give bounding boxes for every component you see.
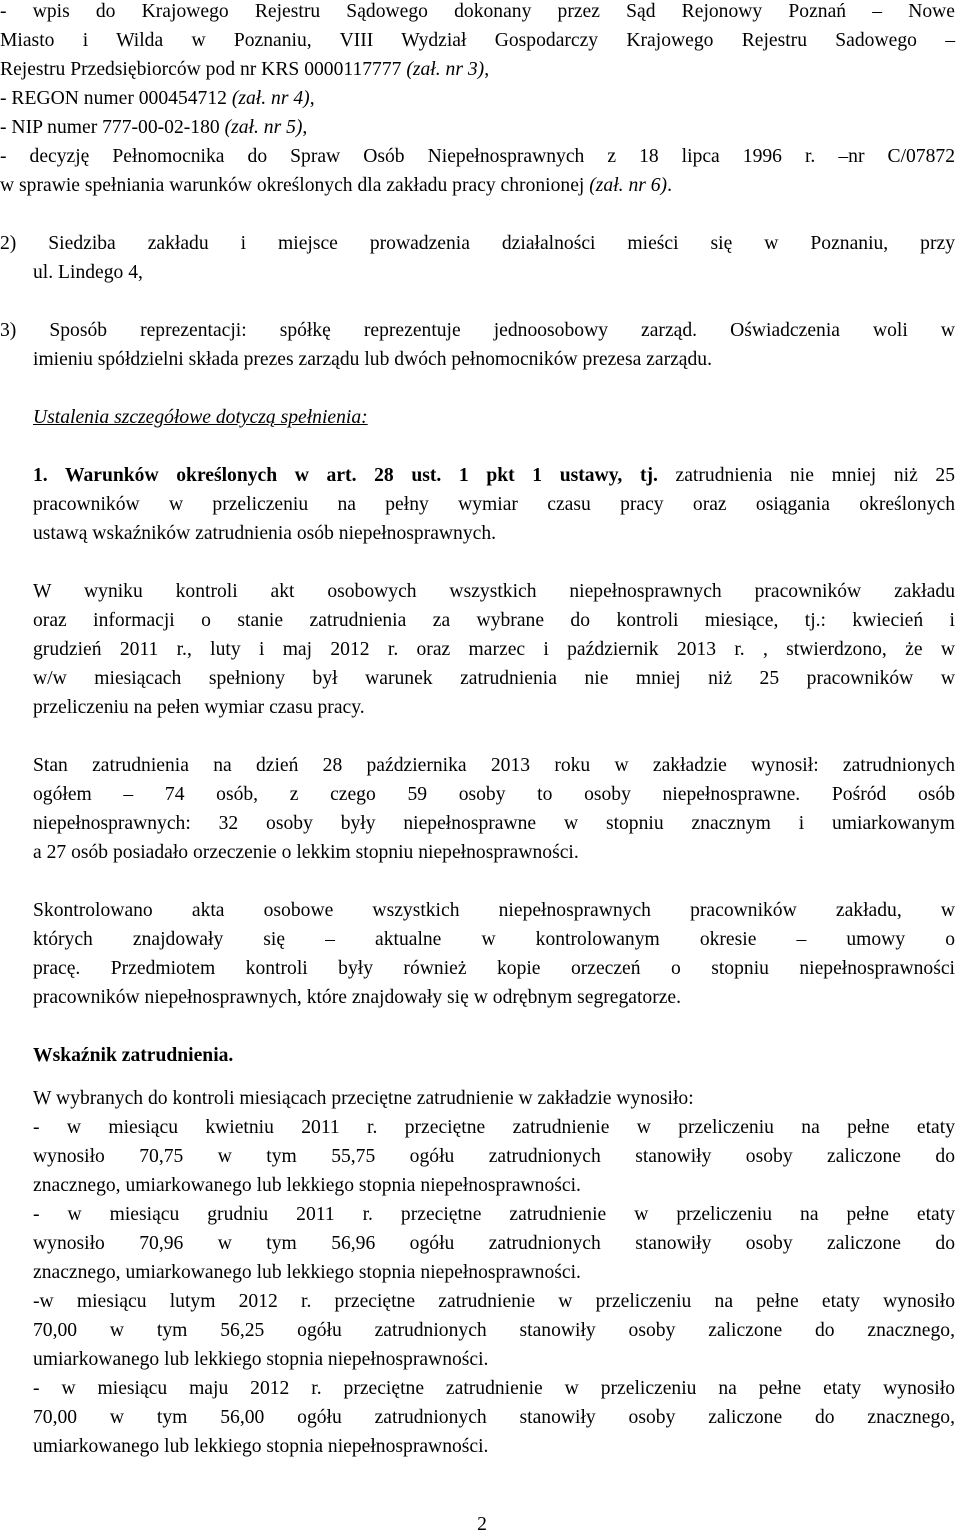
- text-line: Rejestru Przedsiębiorców pod nr KRS 0000117777 (zał. nr 3),: [0, 59, 490, 80]
- text-line: pracowników niepełnosprawnych, które znajdowały się w odrębnym segregatorze.: [33, 987, 682, 1008]
- numbered-paragraph-2: 2) Siedziba zakładu i miejsce prowadzenia działalności mieści się w Poznaniu, przy: [0, 233, 955, 254]
- text-line: Skontrolowano akta osobowe wszystkich niepełnosprawnych pracowników zakładu, w: [33, 900, 955, 921]
- section-heading: Ustalenia szczegółowe dotyczą spełnienia:: [33, 407, 368, 428]
- text-line: w sprawie spełniania warunków określonych dla zakładu pracy chronionej (zał. nr 6).: [0, 175, 672, 196]
- text-line: - NIP numer 777-00-02-180 (zał. nr 5),: [0, 117, 308, 138]
- text-line: - REGON numer 000454712 (zał. nr 4),: [0, 88, 315, 109]
- text-line: umiarkowanego lub lekkiego stopnia niepełnosprawności.: [33, 1436, 489, 1457]
- text-line: ogółem – 74 osób, z czego 59 osoby to osoby niepełnosprawne. Pośród osób: [33, 784, 955, 805]
- text-line: - decyzję Pełnomocnika do Spraw Osób Niepełnosprawnych z 18 lipca 1996 r. –nr C/07872: [0, 146, 955, 167]
- text-line: wynosiło 70,75 w tym 55,75 ogółu zatrudnionych stanowiły osoby zaliczone do: [33, 1146, 955, 1167]
- text-line: pracę. Przedmiotem kontroli były również kopie orzeczeń o stopniu niepełnosprawności: [33, 958, 955, 979]
- text-line: których znajdowały się – aktualne w kontrolowanym okresie – umowy o: [33, 929, 955, 950]
- text-line: Miasto i Wilda w Poznaniu, VIII Wydział Gospodarczy Krajowego Rejestru Sadowego –: [0, 30, 955, 51]
- text-line: a 27 osób posiadało orzeczenie o lekkim stopniu niepełnosprawności.: [33, 842, 579, 863]
- numbered-paragraph-1: 1. Warunków określonych w art. 28 ust. 1 pkt 1 ustawy, tj. zatrudnienia nie mniej niż 25: [33, 465, 955, 486]
- text-line: Stan zatrudnienia na dzień 28 października 2013 roku w zakładzie wynosił: zatrudnionych: [33, 755, 955, 776]
- text-line: niepełnosprawnych: 32 osoby były niepełnosprawne w stopniu znacznym i umiarkowanym: [33, 813, 955, 834]
- text-line: - wpis do Krajowego Rejestru Sądowego dokonany przez Sąd Rejonowy Poznań – Nowe: [0, 1, 955, 22]
- text-line: pracowników w przeliczeniu na pełny wymiar czasu pracy oraz osiągania określonych: [33, 494, 955, 515]
- text-line: przeliczeniu na pełen wymiar czasu pracy.: [33, 697, 365, 718]
- text-line: W wyniku kontroli akt osobowych wszystkich niepełnosprawnych pracowników zakładu: [33, 581, 955, 602]
- text-line: oraz informacji o stanie zatrudnienia za wybrane do kontroli miesiące, tj.: kwiecień i: [33, 610, 955, 631]
- text-line: - w miesiącu maju 2012 r. przeciętne zatrudnienie w przeliczeniu na pełne etaty wynosiło: [33, 1378, 955, 1399]
- page-number: 2: [477, 1514, 487, 1535]
- text-line: 70,00 w tym 56,00 ogółu zatrudnionych stanowiły osoby zaliczone do znacznego,: [33, 1407, 955, 1428]
- text-line: -w miesiącu lutym 2012 r. przeciętne zatrudnienie w przeliczeniu na pełne etaty wynosiło: [33, 1291, 955, 1312]
- text-line: ustawą wskaźników zatrudnienia osób niepełnosprawnych.: [33, 523, 497, 544]
- text-line: wynosiło 70,96 w tym 56,96 ogółu zatrudnionych stanowiły osoby zaliczone do: [33, 1233, 955, 1254]
- numbered-paragraph-3: 3) Sposób reprezentacji: spółkę reprezentuje jednoosobowy zarząd. Oświadczenia woli w: [0, 320, 955, 341]
- text-line: - w miesiącu kwietniu 2011 r. przeciętne zatrudnienie w przeliczeniu na pełne etaty: [33, 1117, 955, 1138]
- text-line: grudzień 2011 r., luty i maj 2012 r. oraz marzec i październik 2013 r. , stwierdzono, że w: [33, 639, 955, 660]
- text-line: ul. Lindego 4,: [33, 262, 143, 283]
- text-line: W wybranych do kontroli miesiącach przeciętne zatrudnienie w zakładzie wynosiło:: [33, 1088, 694, 1109]
- text-line: umiarkowanego lub lekkiego stopnia niepełnosprawności.: [33, 1349, 489, 1370]
- section-heading: Wskaźnik zatrudnienia.: [33, 1045, 234, 1066]
- text-line: 70,00 w tym 56,25 ogółu zatrudnionych stanowiły osoby zaliczone do znacznego,: [33, 1320, 955, 1341]
- text-line: znacznego, umiarkowanego lub lekkiego stopnia niepełnosprawności.: [33, 1262, 581, 1283]
- text-line: znacznego, umiarkowanego lub lekkiego stopnia niepełnosprawności.: [33, 1175, 581, 1196]
- text-line: w/w miesiącach spełniony był warunek zatrudnienia nie mniej niż 25 pracowników w: [33, 668, 955, 689]
- text-line: imieniu spółdzielni składa prezes zarządu lub dwóch pełnomocników prezesa zarządu.: [33, 349, 712, 370]
- text-line: - w miesiącu grudniu 2011 r. przeciętne zatrudnienie w przeliczeniu na pełne etaty: [33, 1204, 955, 1225]
